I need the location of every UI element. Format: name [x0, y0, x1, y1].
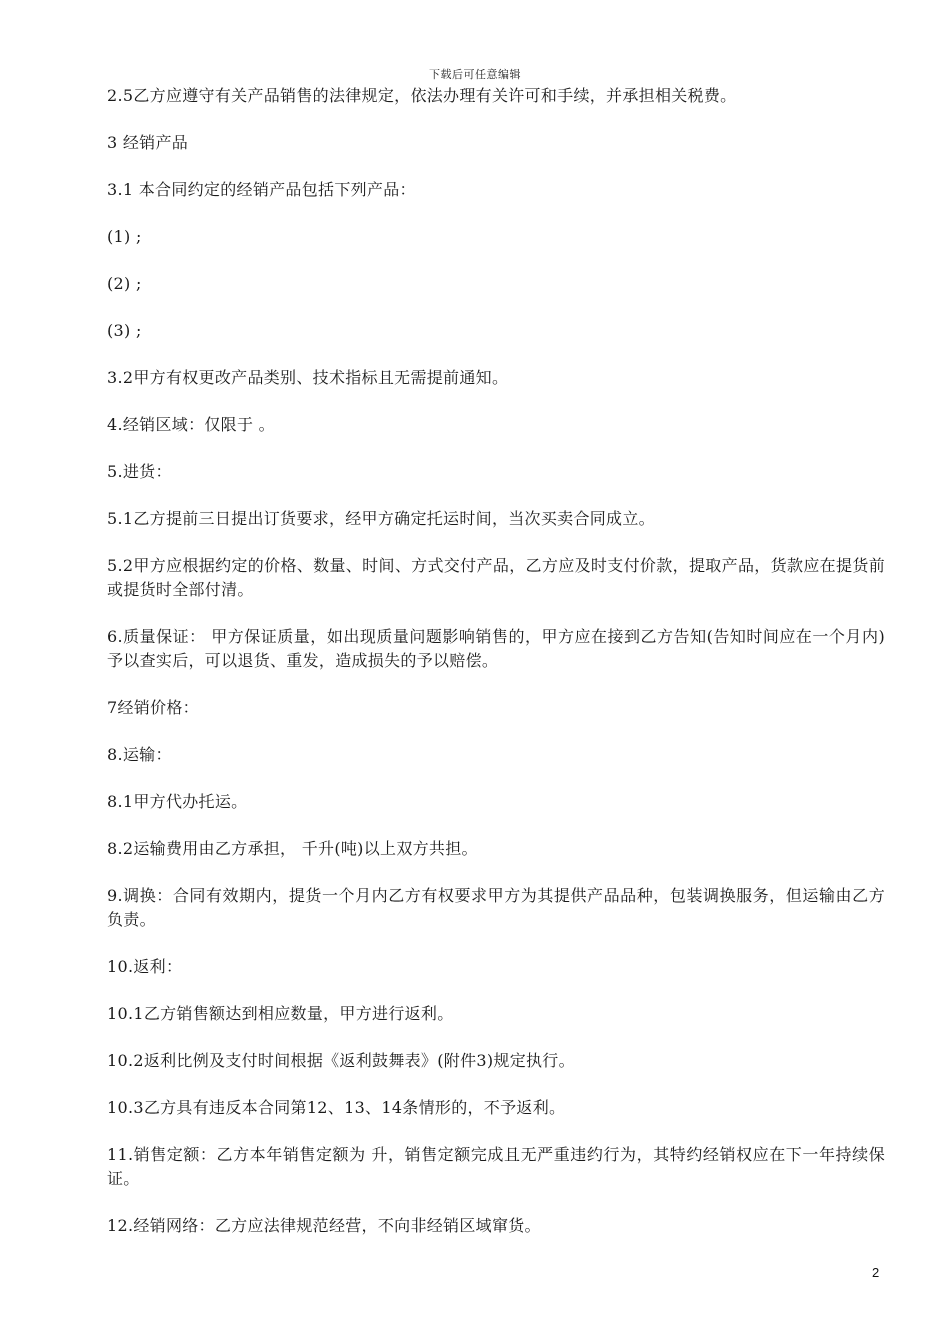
paragraph-10-3: 10.3乙方具有违反本合同第12、13、14条情形的，不予返利。: [107, 1098, 566, 1117]
heading-10-rebate: 10.返利：: [107, 957, 183, 976]
paragraph-2-5: 2.5乙方应遵守有关产品销售的法律规定，依法办理有关许可和手续，并承担相关税费。: [107, 86, 737, 105]
paragraph-3-1: 3.1 本合同约定的经销产品包括下列产品：: [107, 180, 416, 199]
list-item-1: (1) ;: [107, 227, 142, 246]
paragraph-9-exchange: 9.调换：合同有效期内，提货一个月内乙方有权要求甲方为其提供产品品种，包装调换服务，但运输由乙方负责。: [107, 886, 885, 929]
list-item-3: (3) ;: [107, 321, 142, 340]
paragraph-8-1: 8.1甲方代办托运。: [107, 792, 248, 811]
heading-7-price: 7经销价格：: [107, 698, 199, 717]
document-body: [107, 84, 885, 1261]
paragraph-10-2: 10.2返利比例及支付时间根据《返利鼓舞表》(附件3)规定执行。: [107, 1051, 575, 1070]
paragraph-6-quality: 6.质量保证： 甲方保证质量，如出现质量问题影响销售的，甲方应在接到乙方告知(告知时间应在一个月内)予以查实后，可以退货、重发，造成损失的予以赔偿。: [107, 627, 885, 670]
page-number: 2: [872, 1265, 880, 1280]
paragraph-11-quota: 11.销售定额：乙方本年销售定额为 升，销售定额完成且无严重违约行为，其特约经销权应在下一年持续保证。: [107, 1145, 885, 1188]
paragraph-4-region: 4.经销区域：仅限于 。: [107, 415, 275, 434]
list-item-2: (2) ;: [107, 274, 142, 293]
heading-5-purchase: 5.进货：: [107, 462, 172, 481]
header-note: 下载后可任意编辑: [429, 68, 521, 81]
paragraph-10-1: 10.1乙方销售额达到相应数量，甲方进行返利。: [107, 1004, 454, 1023]
heading-8-transport: 8.运输：: [107, 745, 172, 764]
paragraph-8-2: 8.2运输费用由乙方承担， 千升(吨)以上双方共担。: [107, 839, 478, 858]
paragraph-12-network: 12.经销网络：乙方应法律规范经营，不向非经销区域窜货。: [107, 1216, 541, 1235]
paragraph-3-2: 3.2甲方有权更改产品类别、技术指标且无需提前通知。: [107, 368, 509, 387]
paragraph-5-1: 5.1乙方提前三日提出订货要求，经甲方确定托运时间，当次买卖合同成立。: [107, 509, 655, 528]
heading-3-products: 3 经销产品: [107, 133, 189, 152]
paragraph-5-2: 5.2甲方应根据约定的价格、数量、时间、方式交付产品，乙方应及时支付价款，提取产品，货款应在提货前或提货时全部付清。: [107, 556, 885, 599]
